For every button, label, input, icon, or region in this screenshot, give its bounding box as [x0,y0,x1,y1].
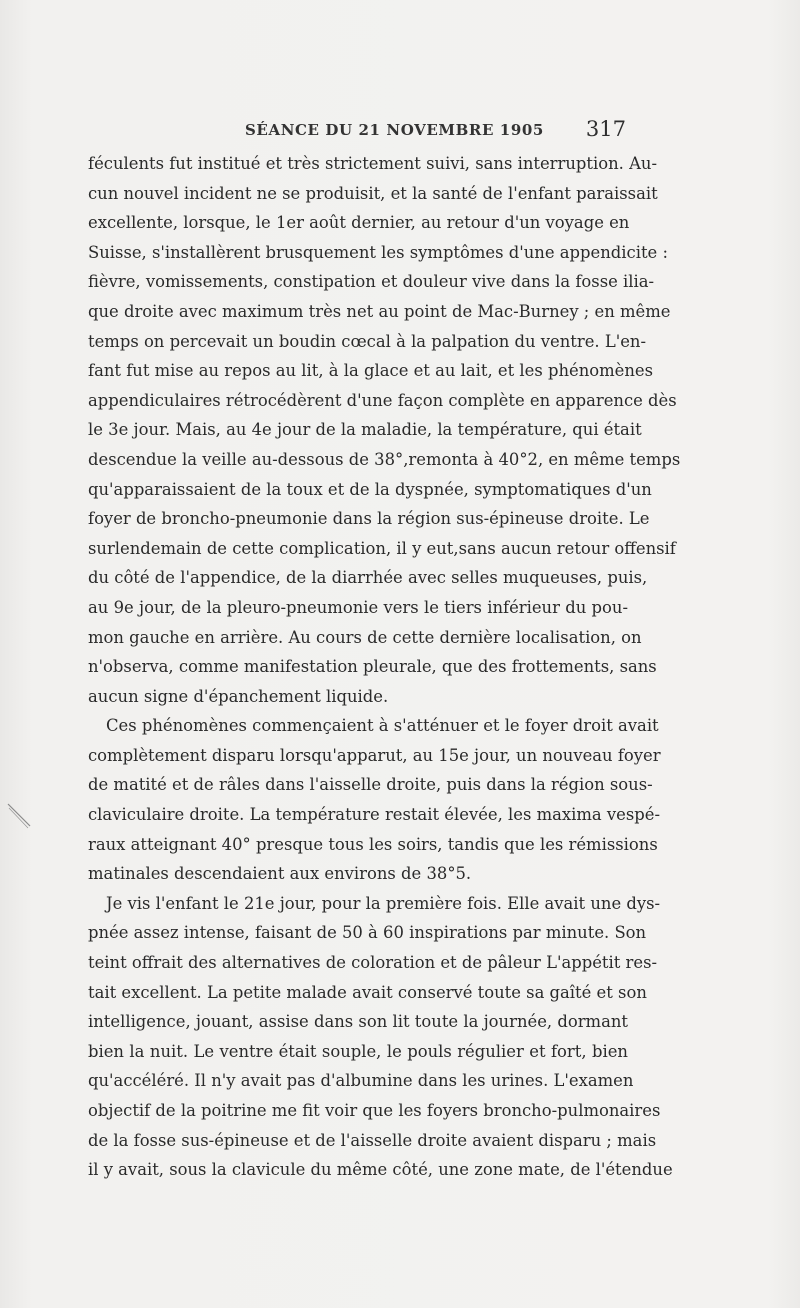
text-line: de matité et de râles dans l'aisselle droite, puis dans la région sous- [88,775,653,795]
text-line: raux atteignant 40° presque tous les soirs, tandis que les rémissions [88,834,658,854]
text-line: temps on percevait un boudin cœcal à la palpation du ventre. L'en- [88,331,647,351]
page-number: 317 [585,117,626,141]
text-line: Ces phénomènes commençaient à s'atténuer et le foyer droit avait [106,716,659,736]
text-line: foyer de broncho-pneumonie dans la région sus-épineuse droite. Le [88,509,650,529]
text-line: complètement disparu lorsqu'apparut, au 15e jour, un nouveau foyer [88,745,661,765]
text-line: objectif de la poitrine me fit voir que les foyers broncho-pulmonaires [88,1101,661,1120]
text-line: mon gauche en arrière. Au cours de cette dernière localisation, on [88,627,642,647]
text-line: aucun signe d'épanchement liquide. [88,686,389,706]
text-line: cun nouvel incident ne se produisit, et la santé de l'enfant paraissait [88,183,658,203]
text-line: de la fosse sus-épineuse et de l'aisselle droite avaient disparu ; mais [88,1130,657,1150]
text-line: Suisse, s'installèrent brusquement les symptômes d'une appendicite : [88,242,668,262]
text-line: fièvre, vomissements, constipation et douleur vive dans la fosse ilia- [88,272,655,292]
text-line: n'observa, comme manifestation pleurale, que des frottements, sans [88,657,657,677]
margin-pencil-mark [6,800,34,830]
text-line: tait excellent. La petite malade avait conservé toute sa gaîté et son [88,982,647,1002]
text-line: féculents fut institué et très strictement suivi, sans interruption. Au- [88,154,657,173]
text-line: pnée assez intense, faisant de 50 à 60 inspirations par minute. Son [88,923,647,943]
text-line: descendue la veille au-dessous de 38°,remonta à 40°2, en même temps [88,449,681,469]
running-head: SÉANCE DU 21 NOVEMBRE 1905 [245,121,544,139]
text-line: au 9e jour, de la pleuro-pneumonie vers le tiers inférieur du pou- [88,597,628,617]
body-text [88,149,681,1185]
text-line: claviculaire droite. La température restait élevée, les maxima vespé- [88,805,661,825]
text-line: du côté de l'appendice, de la diarrhée avec selles muqueuses, puis, [88,568,648,588]
page-header [88,117,628,142]
text-line: fant fut mise au repos au lit, à la glace et au lait, et les phénomènes [88,361,654,381]
text-line: qu'apparaissaient de la toux et de la dyspnée, symptomatiques d'un [88,479,652,499]
text-line: excellente, lorsque, le 1er août dernier, au retour d'un voyage en [88,213,630,233]
text-line: que droite avec maximum très net au point de Mac-Burney ; en même [88,301,671,321]
text-line: qu'accéléré. Il n'y avait pas d'albumine dans les urines. L'examen [88,1071,634,1091]
text-line: intelligence, jouant, assise dans son lit toute la journée, dormant [88,1012,628,1032]
text-line: matinales descendaient aux environs de 38°5. [88,864,472,884]
text-line: Je vis l'enfant le 21e jour, pour la première fois. Elle avait une dys- [106,893,661,913]
text-line: appendiculaires rétrocédèrent d'une façon complète en apparence dès [88,390,677,410]
text-line: il y avait, sous la clavicule du même côté, une zone mate, de l'étendue [88,1160,673,1180]
text-line: teint offrait des alternatives de coloration et de pâleur L'appétit res- [88,953,658,973]
text-line: bien la nuit. Le ventre était souple, le pouls régulier et fort, bien [88,1041,628,1061]
text-line: surlendemain de cette complication, il y eut,sans aucun retour offensif [88,538,676,558]
text-line: le 3e jour. Mais, au 4e jour de la maladie, la température, qui était [88,420,642,440]
